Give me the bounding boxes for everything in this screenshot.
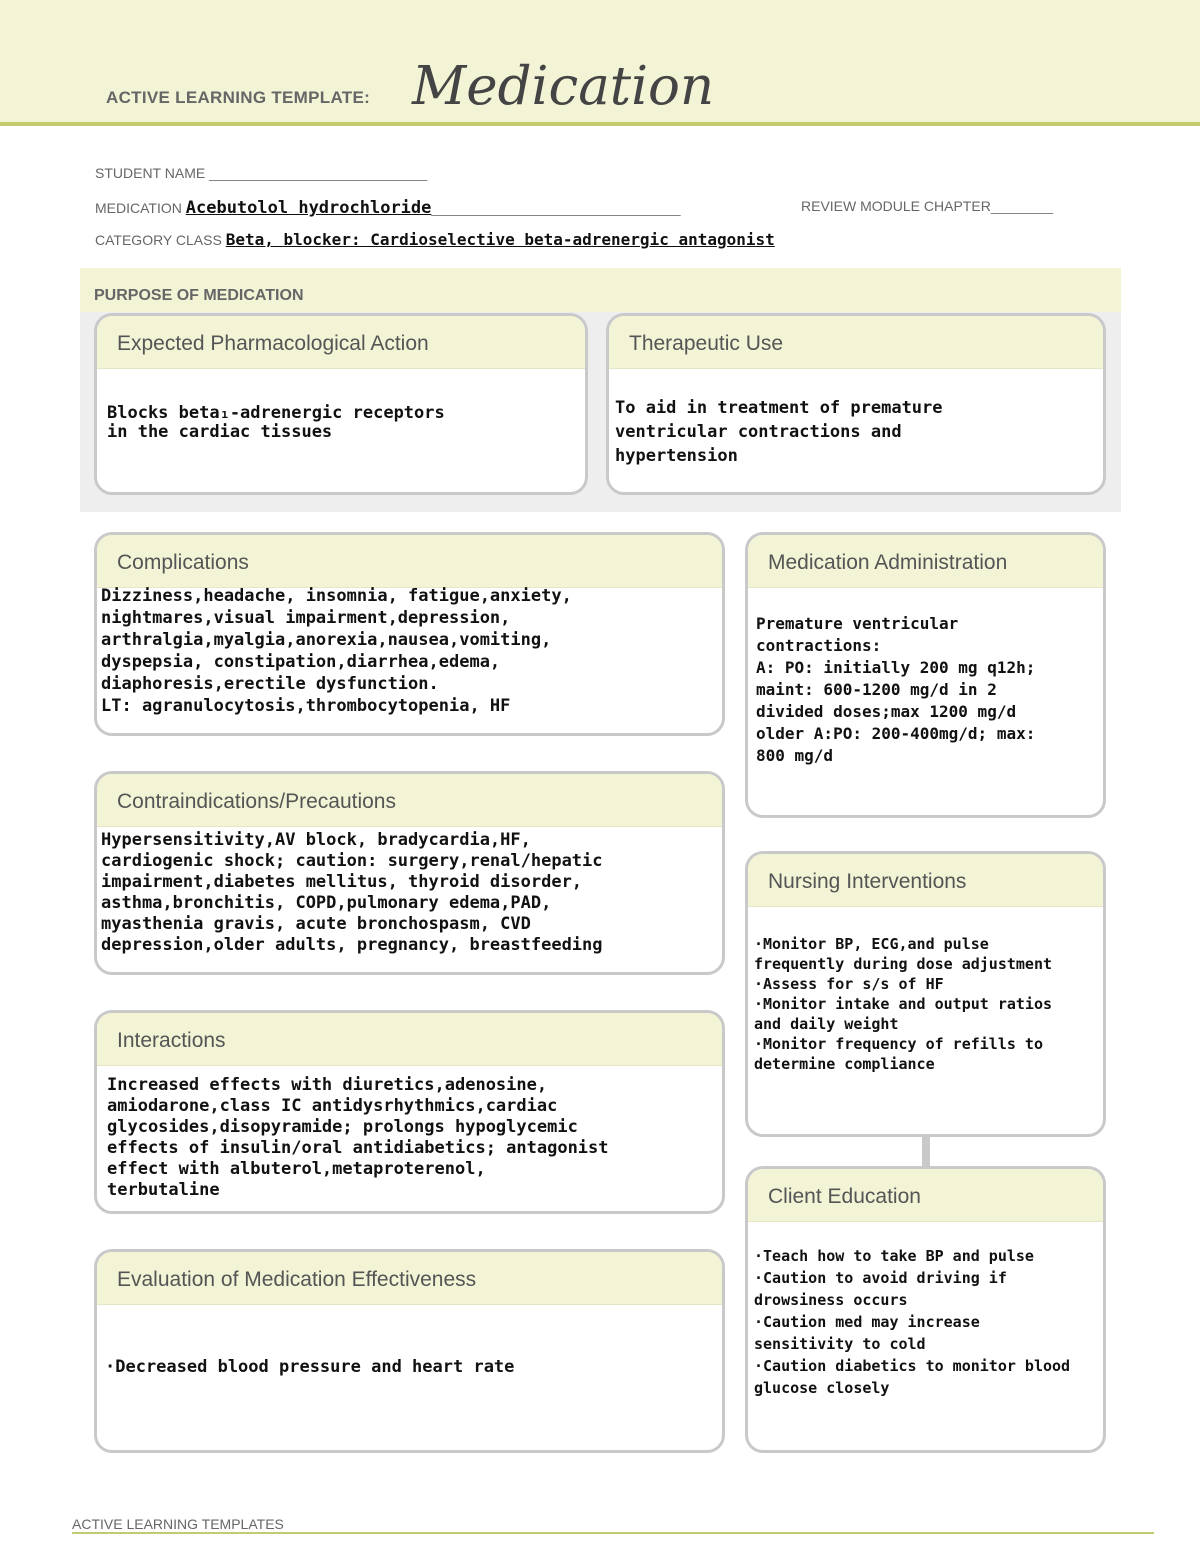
card-header (97, 316, 585, 369)
card-connector (922, 1136, 930, 1166)
interactions-card (94, 1010, 725, 1214)
page-title: Medication (412, 56, 715, 117)
card-header (97, 1252, 722, 1305)
complications-card (94, 532, 725, 736)
medication-field[interactable]: Acebutolol hydrochloride (185, 198, 432, 218)
medication-underline: ________________________________ (431, 200, 681, 216)
review-module-label: REVIEW MODULE CHAPTER (801, 198, 991, 214)
review-module-row (801, 198, 1053, 215)
review-module-underline: ________ (990, 198, 1054, 214)
therapeutic-use-card (606, 313, 1106, 495)
card-title: Expected Pharmacological Action (117, 332, 429, 355)
card-title: Medication Administration (768, 551, 1008, 574)
card-title: Client Education (768, 1185, 921, 1208)
nursing-card (745, 851, 1106, 1137)
card-header (748, 854, 1103, 907)
card-title: Therapeutic Use (629, 332, 784, 355)
therapeutic-use-text[interactable]: To aid in treatment of premature ventricular contractions and hypertension (615, 398, 943, 466)
expected-action-card (94, 313, 588, 495)
card-header (97, 774, 722, 827)
student-name-underline: ____________________________ (209, 165, 428, 181)
interactions-text[interactable]: Increased effects with diuretics,adenosine, amiodarone,class IC antidysrhythmics,cardiac glycosides,disopyramide; prolongs hypoglycemic effects of insulin/oral antidiabetics; antagonist effect with albuterol,metaproterenol, terbutaline (107, 1075, 609, 1200)
student-name-label: STUDENT NAME (95, 165, 206, 181)
category-label: CATEGORY CLASS (95, 232, 222, 248)
complications-text[interactable]: Dizziness,headache, insomnia, fatigue,anxiety, nightmares,visual impairment,depression, arthralgia,myalgia,anorexia,nausea,vomiting, dyspepsia, constipation,diarrhea,edema, diaphoresis,erectile dysfunction. LT: agranulocytosis,thrombocytopenia, HF (101, 586, 572, 716)
card-title: Complications (117, 551, 249, 574)
administration-text[interactable]: Premature ventricular contractions: A: PO: initially 200 mg q12h; maint: 600-1200 mg/d in 2 divided doses;max 1200 mg/d older A:PO: 200-400mg/d; max: 800 mg/d (756, 614, 1036, 765)
card-title: Interactions (117, 1029, 226, 1052)
card-title: Contraindications/Precautions (117, 790, 396, 813)
expected-action-text[interactable]: Blocks beta₁-adrenergic receptors in the cardiac tissues (107, 403, 445, 442)
header-label: ACTIVE LEARNING TEMPLATE: (106, 88, 371, 107)
evaluation-text[interactable]: ·Decreased blood pressure and heart rate (105, 1357, 515, 1377)
medication-row (95, 198, 681, 218)
card-header (97, 1013, 722, 1066)
card-header (748, 1169, 1103, 1222)
contraindications-text[interactable]: Hypersensitivity,AV block, bradycardia,HF, cardiogenic shock; caution: surgery,renal/hepatic impairment,diabetes mellitus, thyroid disorder, asthma,bronchitis, COPD,pulmonary edema,PAD, myasthenia gravis, acute bronchospasm, CVD depression,older adults, pregnancy, breastfeeding (101, 830, 603, 955)
card-header (609, 316, 1103, 369)
contraindications-card (94, 771, 725, 975)
category-row (95, 230, 775, 249)
administration-card (745, 532, 1106, 818)
category-field[interactable]: Beta, blocker: Cardioselective beta-adrenergic antagonist (225, 230, 775, 249)
education-text[interactable]: ·Teach how to take BP and pulse ·Caution to avoid driving if drowsiness occurs ·Caution med may increase sensitivity to cold ·Caution diabetics to monitor blood glucose closely (754, 1247, 1071, 1397)
education-card (745, 1166, 1106, 1453)
card-title: Nursing Interventions (768, 870, 967, 893)
purpose-label: PURPOSE OF MEDICATION (94, 287, 304, 304)
evaluation-card (94, 1249, 725, 1453)
footer-label: ACTIVE LEARNING TEMPLATES (72, 1516, 284, 1532)
medication-label: MEDICATION (95, 200, 182, 216)
card-header (748, 535, 1103, 588)
nursing-text[interactable]: ·Monitor BP, ECG,and pulse frequently during dose adjustment ·Assess for s/s of HF ·Monitor intake and output ratios and daily weight ·Monitor frequency of refills to determine compliance (754, 935, 1053, 1073)
card-title: Evaluation of Medication Effectiveness (117, 1268, 477, 1291)
card-header (97, 535, 722, 588)
student-name-row (95, 165, 427, 182)
footer-rule (72, 1532, 1154, 1534)
